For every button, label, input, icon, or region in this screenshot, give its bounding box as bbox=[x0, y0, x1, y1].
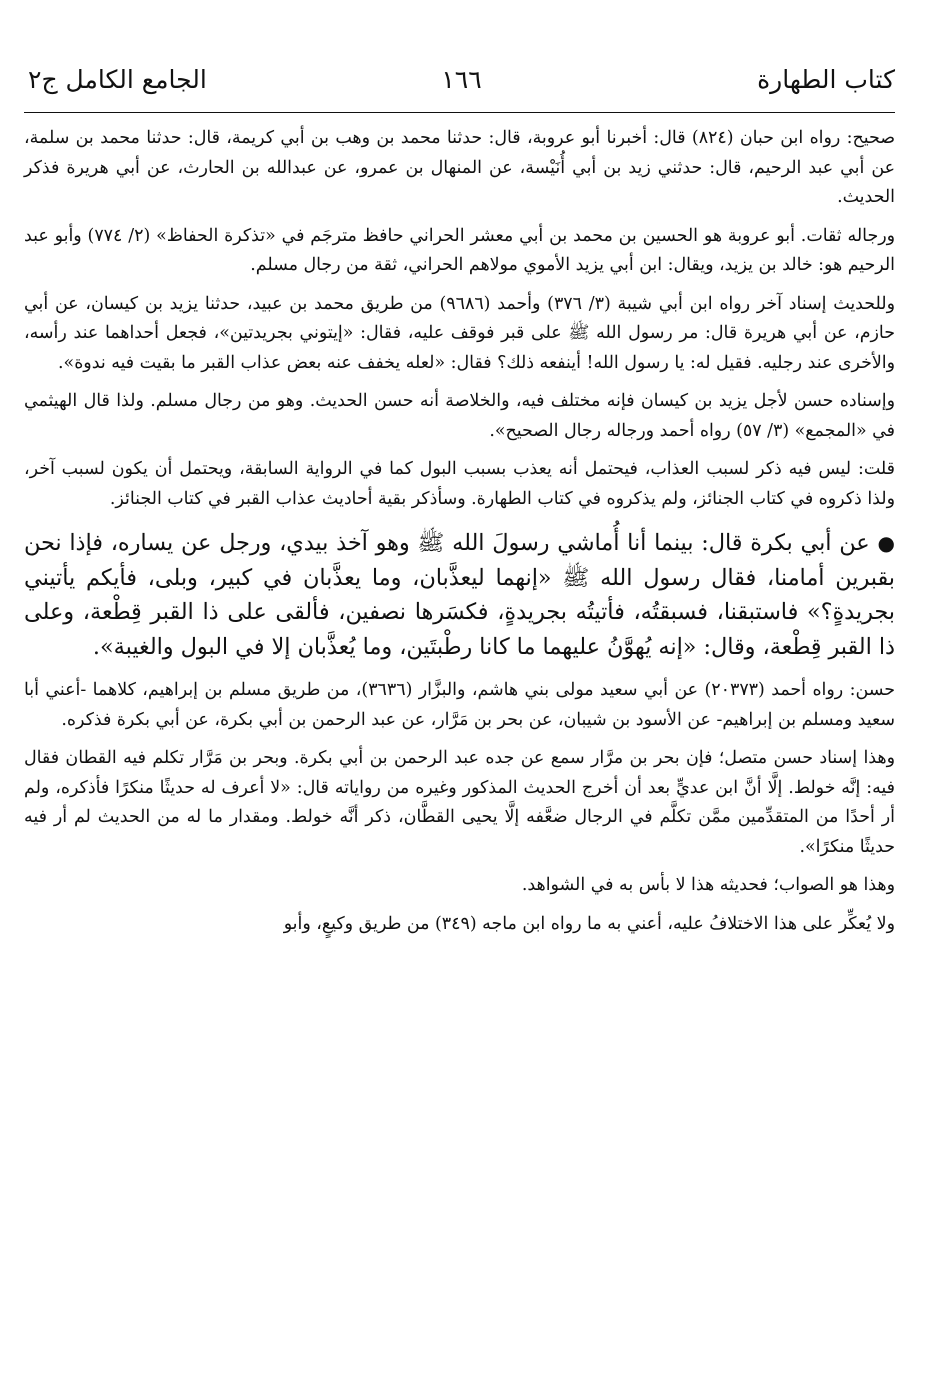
paragraph-another-chain: وللحديث إسناد آخر رواه ابن أبي شيبة (٣/ ٣٧٦) وأحمد (٩٦٨٦) من طريق محمد بن عبيد، حدثنا يزيد بن كيسان، عن أبي حازم، عن أبي هريرة قال: مر رسول الله ﷺ على قبر فوقف عليه، فقال: «إيتوني بجريدتين»، فجعل أحداهما عند رأسه، والأخرى عند رجليه. فقيل له: يا رسول الله! أينفعه ذلك؟ فقال: «لعله يخفف عنه بعض عذاب القبر ما بقيت فيه ندوة». bbox=[24, 293, 895, 373]
hadith-text: عن أبي بكرة قال: بينما أنا أُماشي رسولَ الله ﷺ وهو آخذ بيدي، ورجل عن يساره، فإذا نحن بقبرين أمامنا، فقال رسول الله ﷺ «إنهما ليعذَّبان، وما يعذَّبان في كبير، وبلى، فأيكم يأتيني بجريدةٍ؟» فاستبقنا، فسبقتُه، فأتيتُه بجريدةٍ، فكسَرها نصفين، فألقى على ذا القبر قِطْعة، وعلى ذا القبر قِطْعة، وقال: «إنه يُهوَّنُ عليهما ما كانا رطْبتَين، وما يُعذَّبان إلا في البول والغيبة». bbox=[24, 530, 895, 660]
paragraph-hasan-takhrij: حسن: رواه أحمد (٢٠٣٧٣) عن أبي سعيد مولى بني هاشم، والبزَّار (٣٦٣٦)، من طريق مسلم بن إبراهيم، كلاهما -أعني أبا سعيد ومسلم بن إبراهيم- عن الأسود بن شيبان، عن بحر بن مَرَّار، عن عبد الرحمن بن أبي بكرة، عن أبي بكرة فذكره. bbox=[24, 680, 895, 730]
paragraph-chain-grading: وإسناده حسن لأجل يزيد بن كيسان فإنه مختلف فيه، والخلاصة أنه حسن الحديث. وهو من رجال مسلم. ولذا قال الهيثمي في «المجمع» (٣/ ٥٧) رواه أحمد ورجاله رجال الصحيح». bbox=[24, 391, 895, 441]
volume-title: الجامع الكامل ج٢ bbox=[28, 65, 207, 94]
bullet-marker: ● bbox=[877, 531, 895, 555]
header-divider bbox=[24, 112, 895, 113]
paragraph-continuation: ولا يُعكِّر على هذا الاختلافُ عليه، أعني به ما رواه ابن ماجه (٣٤٩) من طريق وكيعٍ، وأبو bbox=[283, 913, 895, 934]
page-body bbox=[24, 124, 895, 939]
book-title: كتاب الطهارة bbox=[757, 65, 895, 94]
page-number: ١٦٦ bbox=[441, 65, 482, 94]
paragraph-takhrij-ibn-hibban: صحيح: رواه ابن حبان (٨٢٤) قال: أخبرنا أبو عروبة، قال: حدثنا محمد بن وهب بن أبي كريمة، قال: حدثنا محمد بن سلمة، عن أبي عبد الرحيم، قال: حدثني زيد بن أبي أُنَيْسة، عن المنهال بن عمرو، عن عبدالله بن الحارث، عن أبي هريرة فذكر الحديث. bbox=[24, 128, 895, 207]
paragraph-chain-discussion: وهذا إسناد حسن متصل؛ فإن بحر بن مرَّار سمع عن جده عبد الرحمن بن أبي بكرة. وبحر بن مَرَّار تكلم فيه القطان فقال فيه: إنَّه خولط. إلَّا أنَّ ابن عديٍّ بعد أن أخرج الحديث المذكور وغيره من رواياته قال: «لا أعرف له حديثًا منكرًا فأذكره، ولم أر أحدًا من المتقدِّمين ممَّن تكلَّم في الرجال ضعَّفه إلَّا يحيى القطَّان، ذكر أنَّه خولط. ومقدار ما له من الحديث لم أر فيه حديثًا منكرًا». bbox=[24, 748, 895, 857]
paragraph-hadith-text bbox=[24, 526, 895, 664]
page-header bbox=[28, 62, 895, 102]
paragraph-author-note: قلت: ليس فيه ذكر لسبب العذاب، فيحتمل أنه يعذب بسبب البول كما في الرواية السابقة، ويحتمل أن يكون لسبب آخر، ولذا ذكروه في كتاب الجنائز، ولم يذكروه في كتاب الطهارة. وسأذكر بقية أحاديث عذاب القبر في كتاب الجنائز. bbox=[24, 459, 895, 509]
paragraph-narrators-reliable: ورجاله ثقات. أبو عروبة هو الحسين بن محمد بن أبي معشر الحراني حافظ مترجَم في «تذكرة الحفاظ» (٢/ ٧٧٤) وأبو عبد الرحيم هو: خالد بن يزيد، ويقال: ابن أبي يزيد الأموي مولاهم الحراني، ثقة من رجال مسلم. bbox=[24, 225, 895, 275]
paragraph-conclusion: وهذا هو الصواب؛ فحديثه هذا لا بأس به في الشواهد. bbox=[521, 875, 895, 895]
